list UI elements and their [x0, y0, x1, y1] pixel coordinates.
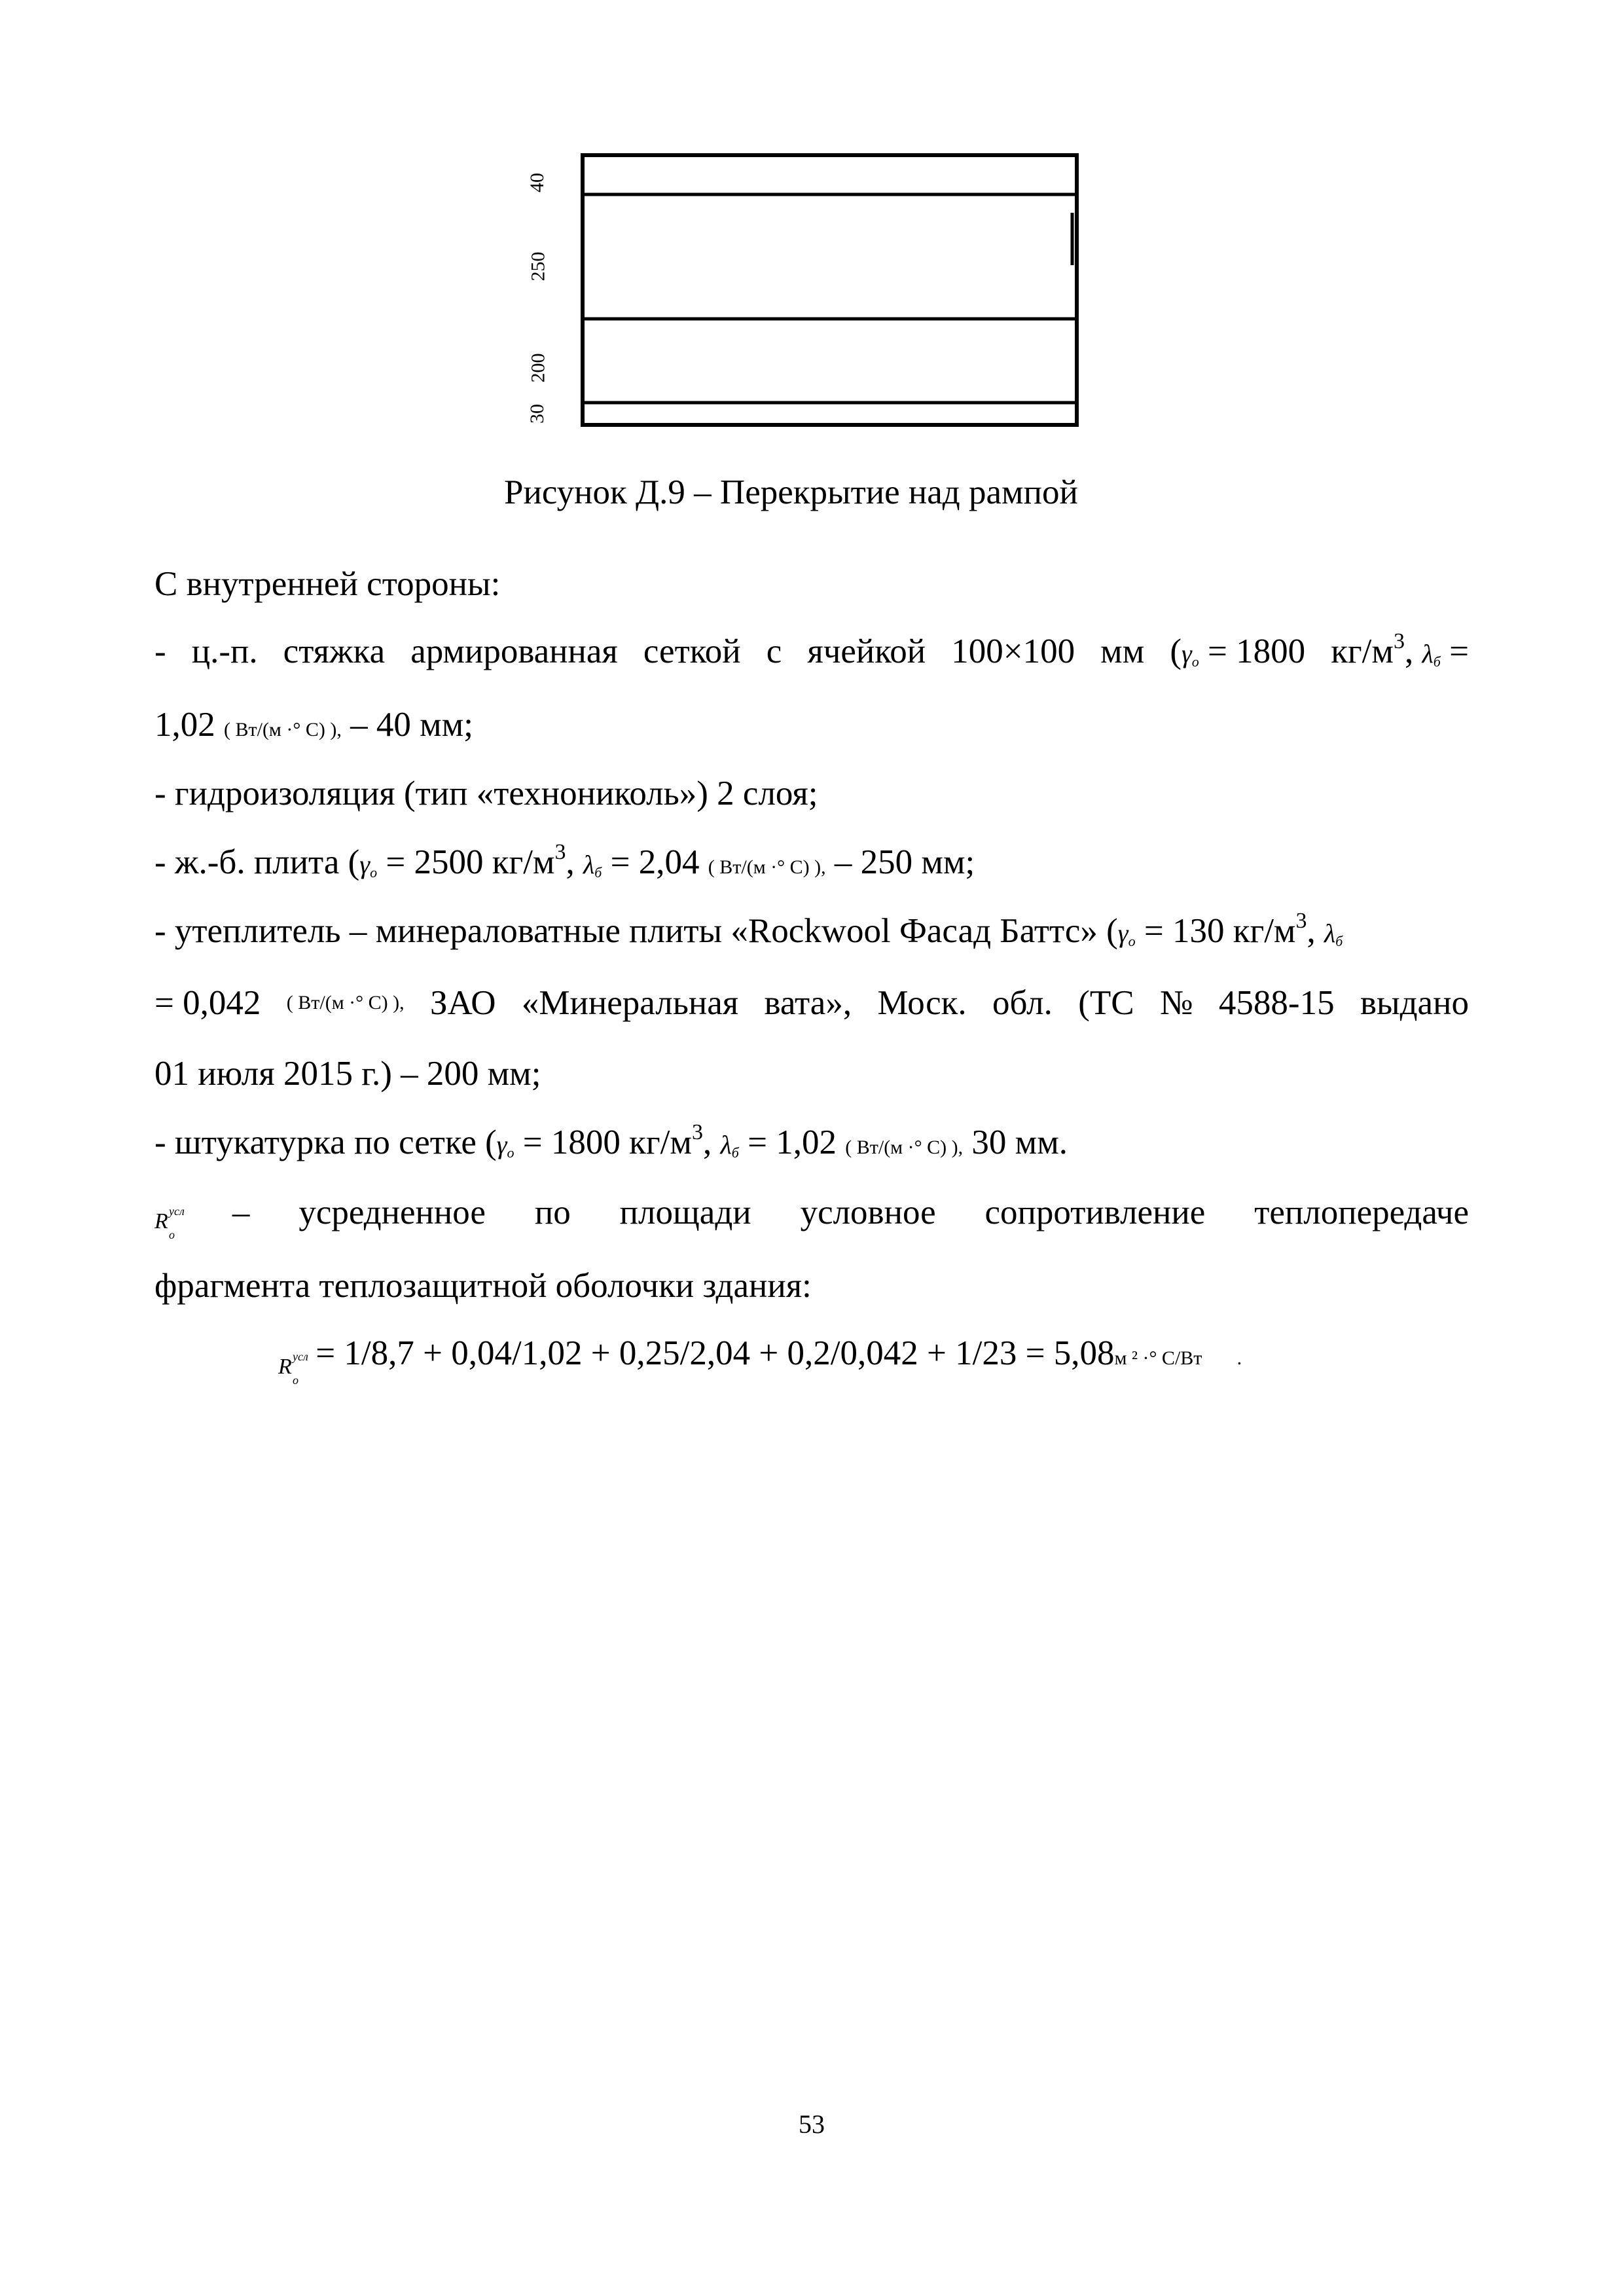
item-screed-line2: 1,02 ( Вт/(м ·° С) ), – 40 мм;: [154, 706, 473, 744]
dim-label-40: 40: [526, 173, 548, 192]
layer-diagram: [576, 147, 1087, 435]
item-concrete-slab: - ж.-б. плита ($\gamma_о = 2500$ $кг/м^3$, $\lambda_б = 2,04$ ( Вт/(м ·° С) ), – 250 мм;: [154, 840, 975, 881]
section-heading: С внутренней стороны:: [154, 565, 501, 603]
dim-label-250: 250: [527, 251, 549, 282]
item-insulation-line2: = 0,042 ( Вт/(м ·° С) ), ЗАО «Минеральная вата», Моск. обл. (ТС № 4588-15 выдано: [154, 984, 1469, 1022]
definition-r-line1: R усл о – усредненное по площади условное сопротивление теплопередаче: [154, 1192, 1469, 1233]
item-insulation-line1: - утеплитель – минераловатные плиты «Rockwool Фасад Баттс» ($\gamma_о = 130$ $кг/м^3$, $\lambda_б$: [154, 909, 1343, 950]
r-symbol-formula: R усл о: [278, 1349, 308, 1387]
formula: R усл о = 1/8,7 + 0,04/1,02 + 0,25/2,04 + 0,2/0,042 + 1/23 = 5,08м ² ·° С/Вт .: [278, 1334, 1242, 1387]
item-waterproofing: - гидроизоляция (тип «технониколь») 2 слоя;: [154, 774, 818, 812]
item-insulation-line3: 01 июля 2015 г.) – 200 мм;: [154, 1055, 541, 1093]
formula-unit: м ² ·° С/Вт: [1114, 1347, 1202, 1369]
item-plaster: - штукатурка по сетке ($\gamma_о = 1800$ $кг/м^3$, $\lambda_б = 1,02$ ( Вт/(м ·° С) ), 30 мм.: [154, 1120, 1068, 1161]
floor-section-figure: [576, 147, 1087, 435]
r-symbol: R усл о: [154, 1205, 185, 1241]
dim-label-30: 30: [526, 404, 548, 424]
figure-caption: Рисунок Д.9 – Перекрытие над рампой: [504, 473, 1078, 511]
dim-label-200: 200: [527, 353, 549, 383]
unit-conductivity: ( Вт/(м ·° С) ),: [224, 719, 342, 740]
page-number: 53: [799, 2109, 825, 2139]
item-screed-line1: - ц.-п. стяжка армированная сеткой с ячейкой 100×100 мм ($\gamma_о = 1800$ $кг/м^3$, $\lambda_б$ =: [154, 629, 1469, 670]
definition-r-line2: фрагмента теплозащитной оболочки здания:: [154, 1267, 812, 1305]
